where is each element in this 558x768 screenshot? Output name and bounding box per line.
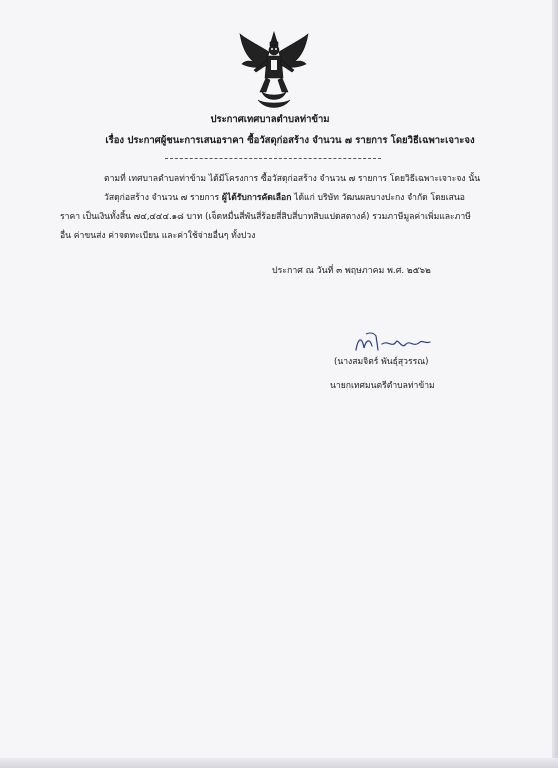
- garuda-emblem-icon: [236, 30, 312, 112]
- body-line-2-pre: วัสดุก่อสร้าง จำนวน ๗ รายการ: [104, 193, 222, 203]
- divider: [165, 158, 381, 159]
- page-edge-bottom: [0, 758, 558, 768]
- body-line-2-post: ได้แก่ บริษัท วัฒนผลบางปะกง จำกัด โดยเสนอ: [291, 193, 465, 203]
- body-line-1: ตามที่ เทศบาลตำบลท่าข้าม ได้มีโครงการ ซื้อวัสดุก่อสร้าง จำนวน ๗ รายการ โดยวิธีเฉพาะเจาะจง นั้น: [104, 174, 481, 184]
- announcement-subject: เรื่อง ประกาศผู้ชนะการเสนอราคา ซื้อวัสดุก่อสร้าง จำนวน ๗ รายการ โดยวิธีเฉพาะเจาะจง: [105, 135, 475, 146]
- signer-position: นายกเทศมนตรีตำบลท่าข้าม: [330, 381, 435, 391]
- body-line-4: อื่น ค่าขนส่ง ค่าจดทะเบียน และค่าใช้จ่ายอื่นๆ ทั้งปวง: [60, 231, 256, 241]
- page-edge-right: [552, 0, 558, 768]
- signer-name: (นางสมจิตร์ พันธุ์สุวรรณ): [334, 357, 429, 367]
- handwritten-signature: [348, 330, 434, 356]
- announcement-title: ประกาศเทศบาลตำบลท่าข้าม: [210, 114, 330, 125]
- announcement-date: ประกาศ ณ วันที่ ๓ พฤษภาคม พ.ศ. ๒๕๖๒: [272, 266, 431, 276]
- body-line-2: [104, 192, 465, 204]
- body-line-2-bold: ผู้ได้รับการคัดเลือก: [221, 193, 292, 203]
- body-line-3: ราคา เป็นเงินทั้งสิ้น ๗๔,๔๔๔.๑๘ บาท (เจ็ดหมื่นสี่พันสี่ร้อยสี่สิบสี่บาทสิบแปดสตางค์) รวมภาษีมูลค่าเพิ่มและภาษี: [60, 212, 471, 222]
